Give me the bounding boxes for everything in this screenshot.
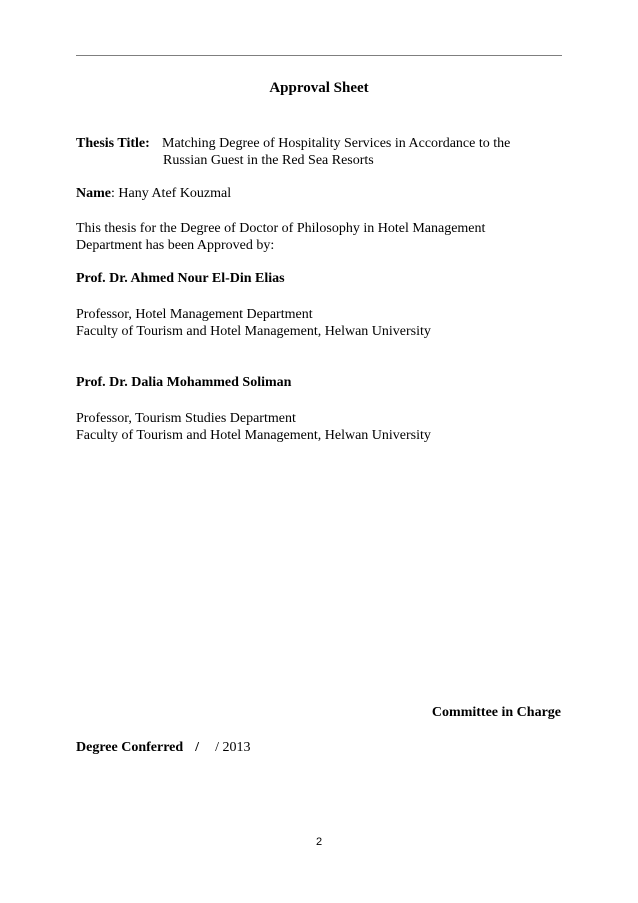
committee-in-charge: Committee in Charge <box>431 705 561 720</box>
page-number: 2 <box>315 836 323 848</box>
statement-line2: Department has been Approved by: <box>76 238 275 253</box>
thesis-title-line2: Russian Guest in the Red Sea Resorts <box>163 153 374 168</box>
degree-conferred-row <box>76 739 250 757</box>
name-row <box>76 185 231 203</box>
examiner-2-name: Prof. Dr. Dalia Mohammed Soliman <box>76 375 292 390</box>
header-rule <box>76 55 562 56</box>
examiner-1-affiliation: Faculty of Tourism and Hotel Management, Helwan University <box>76 324 431 339</box>
examiner-2-position: Professor, Tourism Studies Department <box>76 411 296 426</box>
examiner-1-name: Prof. Dr. Ahmed Nour El-Din Elias <box>76 271 285 286</box>
name-separator: : <box>111 186 115 201</box>
statement-line1: This thesis for the Degree of Doctor of Philosophy in Hotel Management <box>76 221 486 236</box>
thesis-title-label: Thesis Title: <box>76 136 150 151</box>
page-title: Approval Sheet <box>269 80 369 96</box>
name-label: Name <box>76 186 111 201</box>
degree-conferred-slash: / <box>195 740 200 755</box>
examiner-2-affiliation: Faculty of Tourism and Hotel Management, Helwan University <box>76 428 431 443</box>
examiner-1-position: Professor, Hotel Management Department <box>76 307 313 322</box>
name-value: Hany Atef Kouzmal <box>118 186 232 201</box>
degree-conferred-label: Degree Conferred <box>76 740 184 755</box>
thesis-title-line1: Matching Degree of Hospitality Services in Accordance to the <box>162 136 511 151</box>
degree-conferred-date: / 2013 <box>215 740 251 755</box>
